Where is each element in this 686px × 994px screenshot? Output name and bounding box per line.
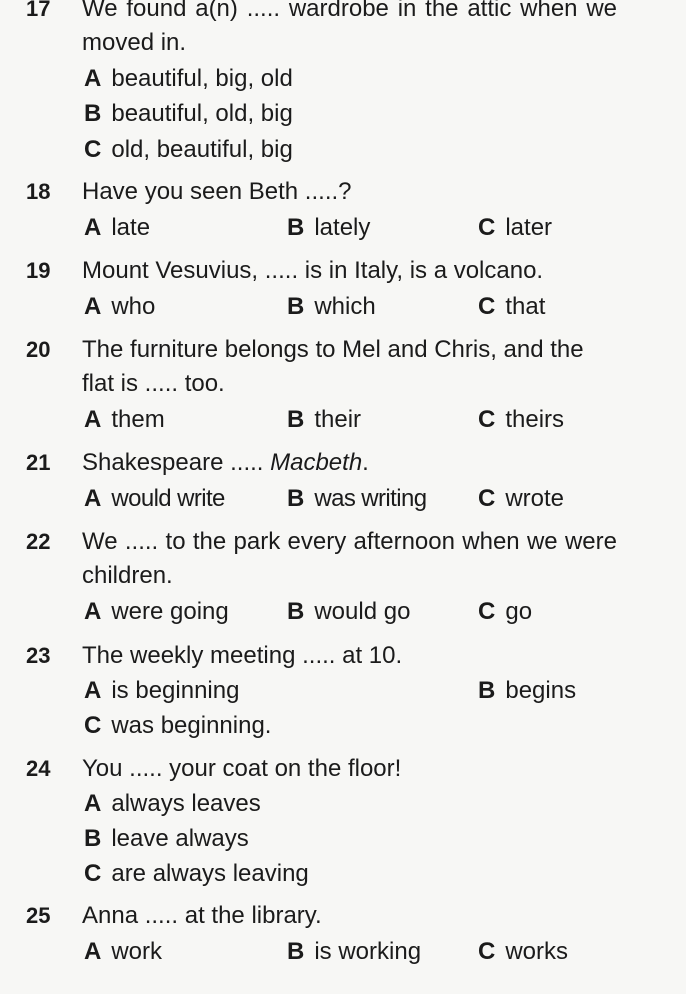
option-text: would go [314, 598, 411, 625]
option-text: were going [111, 598, 229, 625]
option-a[interactable] [84, 482, 225, 516]
option-letter: A [84, 406, 102, 433]
option-text: leave always [111, 825, 249, 852]
option-letter: B [478, 677, 496, 704]
option-c[interactable] [84, 857, 309, 891]
option-text: who [111, 293, 156, 320]
option-text: old, beautiful, big [111, 136, 293, 163]
option-text: would write [111, 485, 225, 512]
option-text: late [111, 214, 151, 241]
option-letter: B [287, 938, 305, 965]
option-text: works [505, 938, 569, 965]
question-stem: We found a(n) ..... wardrobe in the attic when we moved in. [82, 0, 617, 56]
option-letter: B [287, 214, 305, 241]
option-letter: C [478, 293, 496, 320]
option-text: was writing [314, 485, 427, 512]
option-letter: C [478, 938, 496, 965]
option-letter: B [84, 825, 102, 852]
option-letter: A [84, 677, 102, 704]
option-text: begins [505, 677, 577, 704]
option-b[interactable] [287, 211, 370, 245]
question-number: 21 [26, 450, 51, 475]
option-c[interactable] [478, 403, 564, 437]
question-number: 18 [26, 179, 51, 204]
option-letter: C [478, 406, 496, 433]
question-stem [82, 446, 617, 480]
option-text: always leaves [111, 790, 261, 817]
option-text: lately [314, 214, 371, 241]
option-text: theirs [505, 406, 565, 433]
question-number: 20 [26, 337, 51, 362]
option-b[interactable] [84, 822, 249, 856]
question-stem: The furniture belongs to Mel and Chris, and the flat is ..... too. [82, 336, 584, 397]
option-letter: A [84, 214, 102, 241]
question-stem: The weekly meeting ..... at 10. [82, 642, 403, 669]
option-text: work [111, 938, 163, 965]
question-stem: Anna ..... at the library. [82, 902, 322, 929]
option-text: are always leaving [111, 860, 309, 887]
option-letter: B [287, 485, 305, 512]
option-letter: A [84, 293, 102, 320]
stem-title: Macbeth [270, 449, 363, 476]
option-b[interactable] [287, 595, 410, 629]
question-number: 23 [26, 643, 51, 668]
option-c[interactable] [84, 709, 271, 743]
question-number: 17 [26, 0, 51, 21]
option-letter: A [84, 790, 102, 817]
question-stem: Have you seen Beth .....? [82, 178, 352, 205]
option-text: later [505, 214, 553, 241]
option-c[interactable] [84, 133, 293, 167]
question-stem: You ..... your coat on the floor! [82, 755, 402, 782]
option-a[interactable] [84, 935, 162, 969]
option-letter: C [84, 712, 102, 739]
option-letter: A [84, 65, 102, 92]
question-number: 25 [26, 903, 51, 928]
question-stem: Mount Vesuvius, ..... is in Italy, is a volcano. [82, 257, 544, 284]
option-c[interactable] [478, 211, 552, 245]
option-text: go [505, 598, 533, 625]
option-text: that [505, 293, 546, 320]
option-letter: A [84, 598, 102, 625]
option-letter: B [287, 293, 305, 320]
option-a[interactable] [84, 403, 165, 437]
option-letter: A [84, 938, 102, 965]
option-a[interactable] [84, 290, 155, 324]
question-number: 24 [26, 756, 51, 781]
option-a[interactable] [84, 211, 150, 245]
option-text: was beginning. [111, 712, 272, 739]
option-b[interactable] [287, 403, 361, 437]
option-letter: B [287, 598, 305, 625]
option-text: them [111, 406, 165, 433]
option-c[interactable] [478, 482, 564, 516]
option-a[interactable] [84, 62, 293, 96]
option-letter: C [478, 214, 496, 241]
question-number: 22 [26, 529, 51, 554]
option-a[interactable] [84, 787, 261, 821]
option-letter: C [478, 485, 496, 512]
option-a[interactable] [84, 595, 229, 629]
option-text: wrote [505, 485, 565, 512]
stem-end: . [362, 449, 369, 476]
option-a[interactable] [84, 674, 239, 708]
option-b[interactable] [478, 674, 576, 708]
option-c[interactable] [478, 595, 532, 629]
option-c[interactable] [478, 290, 545, 324]
option-letter: C [84, 136, 102, 163]
option-b[interactable] [287, 935, 421, 969]
option-b[interactable] [287, 290, 376, 324]
option-c[interactable] [478, 935, 568, 969]
question-number: 19 [26, 258, 51, 283]
option-text: their [314, 406, 362, 433]
option-letter: C [478, 598, 496, 625]
stem-text: Shakespeare ..... [82, 449, 271, 476]
option-b[interactable] [84, 97, 293, 131]
option-letter: B [287, 406, 305, 433]
option-text: which [314, 293, 376, 320]
option-text: is working [314, 938, 422, 965]
option-letter: C [84, 860, 102, 887]
option-b[interactable] [287, 482, 426, 516]
option-letter: B [84, 100, 102, 127]
option-text: beautiful, old, big [111, 100, 293, 127]
question-stem: We ..... to the park every afternoon when we were children. [82, 528, 617, 589]
option-letter: A [84, 485, 102, 512]
option-text: beautiful, big, old [111, 65, 293, 92]
option-text: is beginning [111, 677, 240, 704]
